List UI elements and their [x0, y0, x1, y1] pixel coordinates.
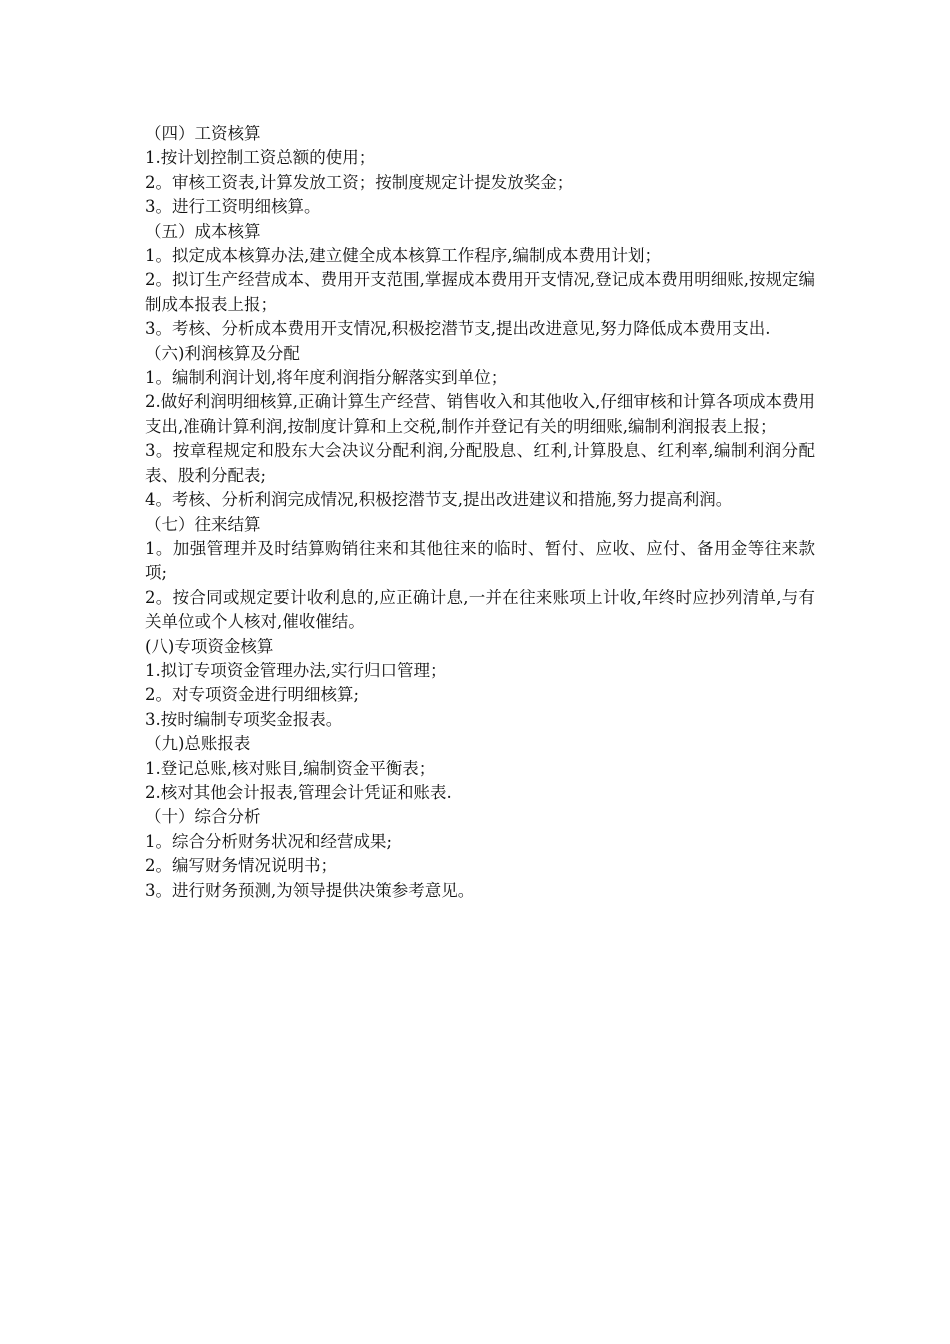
section-heading: （七）往来结算: [145, 514, 261, 534]
list-item: 3。进行财务预测,为领导提供决策参考意见。: [145, 880, 475, 900]
section-heading: （四）工资核算: [145, 124, 261, 143]
section-current-settlement: [145, 513, 815, 635]
list-item: 2。对专项资金进行明细核算;: [145, 685, 360, 705]
list-item: 1。加强管理并及时结算购销往来和其他往来的临时、暂付、应收、应付、备用金等往来款项;: [145, 538, 815, 583]
document-body: [145, 122, 815, 903]
section-heading: （九)总账报表: [145, 734, 251, 754]
section-heading: (八)专项资金核算: [145, 636, 274, 656]
section-wage-accounting: [145, 122, 815, 220]
section-heading: （十）综合分析: [145, 807, 261, 827]
section-heading: （五）成本核算: [145, 221, 261, 241]
list-item: 1.拟订专项资金管理办法,实行归口管理；: [145, 660, 447, 680]
list-item: 4。考核、分析利润完成情况,积极挖潜节支,提出改进建议和措施,努力提高利润。: [145, 490, 733, 510]
section-cost-accounting: [145, 220, 815, 342]
list-item: 2。编写财务情况说明书；: [145, 856, 337, 876]
list-item: 3。进行工资明细核算。: [145, 197, 321, 217]
section-general-ledger-reports: [145, 732, 815, 805]
list-item: 2。拟订生产经营成本、费用开支范围,掌握成本费用开支情况,登记成本费用明细账,按规定编制成本报表上报；: [145, 270, 815, 314]
list-item: 3。考核、分析成本费用开支情况,积极挖潜节支,提出改进意见,努力降低成本费用支出.: [145, 319, 771, 339]
list-item: 3.按时编制专项奖金报表。: [145, 709, 343, 729]
section-special-fund-accounting: [145, 635, 815, 733]
list-item: 1。拟定成本核算办法,建立健全成本核算工作程序,编制成本费用计划；: [145, 246, 661, 266]
section-heading: （六)利润核算及分配: [145, 343, 300, 363]
list-item: 1.登记总账,核对账目,编制资金平衡表；: [145, 758, 436, 778]
list-item: 3。按章程规定和股东大会决议分配利润,分配股息、红利,计算股息、红利率,编制利润分配表、股利分配表;: [145, 441, 815, 485]
section-comprehensive-analysis: [145, 805, 815, 903]
list-item: 2。审核工资表,计算发放工资；按制度规定计提发放奖金；: [145, 172, 574, 192]
list-item: 1。编制利润计划,将年度利润指分解落实到单位；: [145, 368, 508, 388]
section-profit-accounting: [145, 342, 815, 513]
list-item: 2.核对其他会计报表,管理会计凭证和账表.: [145, 782, 452, 802]
list-item: 2。按合同或规定要计收利息的,应正确计息,一并在往来账项上计收,年终时应抄列清单,与有关单位或个人核对,催收催结。: [145, 587, 815, 632]
list-item: 2.做好利润明细核算,正确计算生产经营、销售收入和其他收入,仔细审核和计算各项成本费用支出,准确计算利润,按制度计算和上交税,制作并登记有关的明细账,编制利润报表上报；: [145, 392, 815, 436]
list-item: 1.按计划控制工资总额的使用；: [145, 148, 376, 168]
list-item: 1。综合分析财务状况和经营成果;: [145, 831, 393, 851]
